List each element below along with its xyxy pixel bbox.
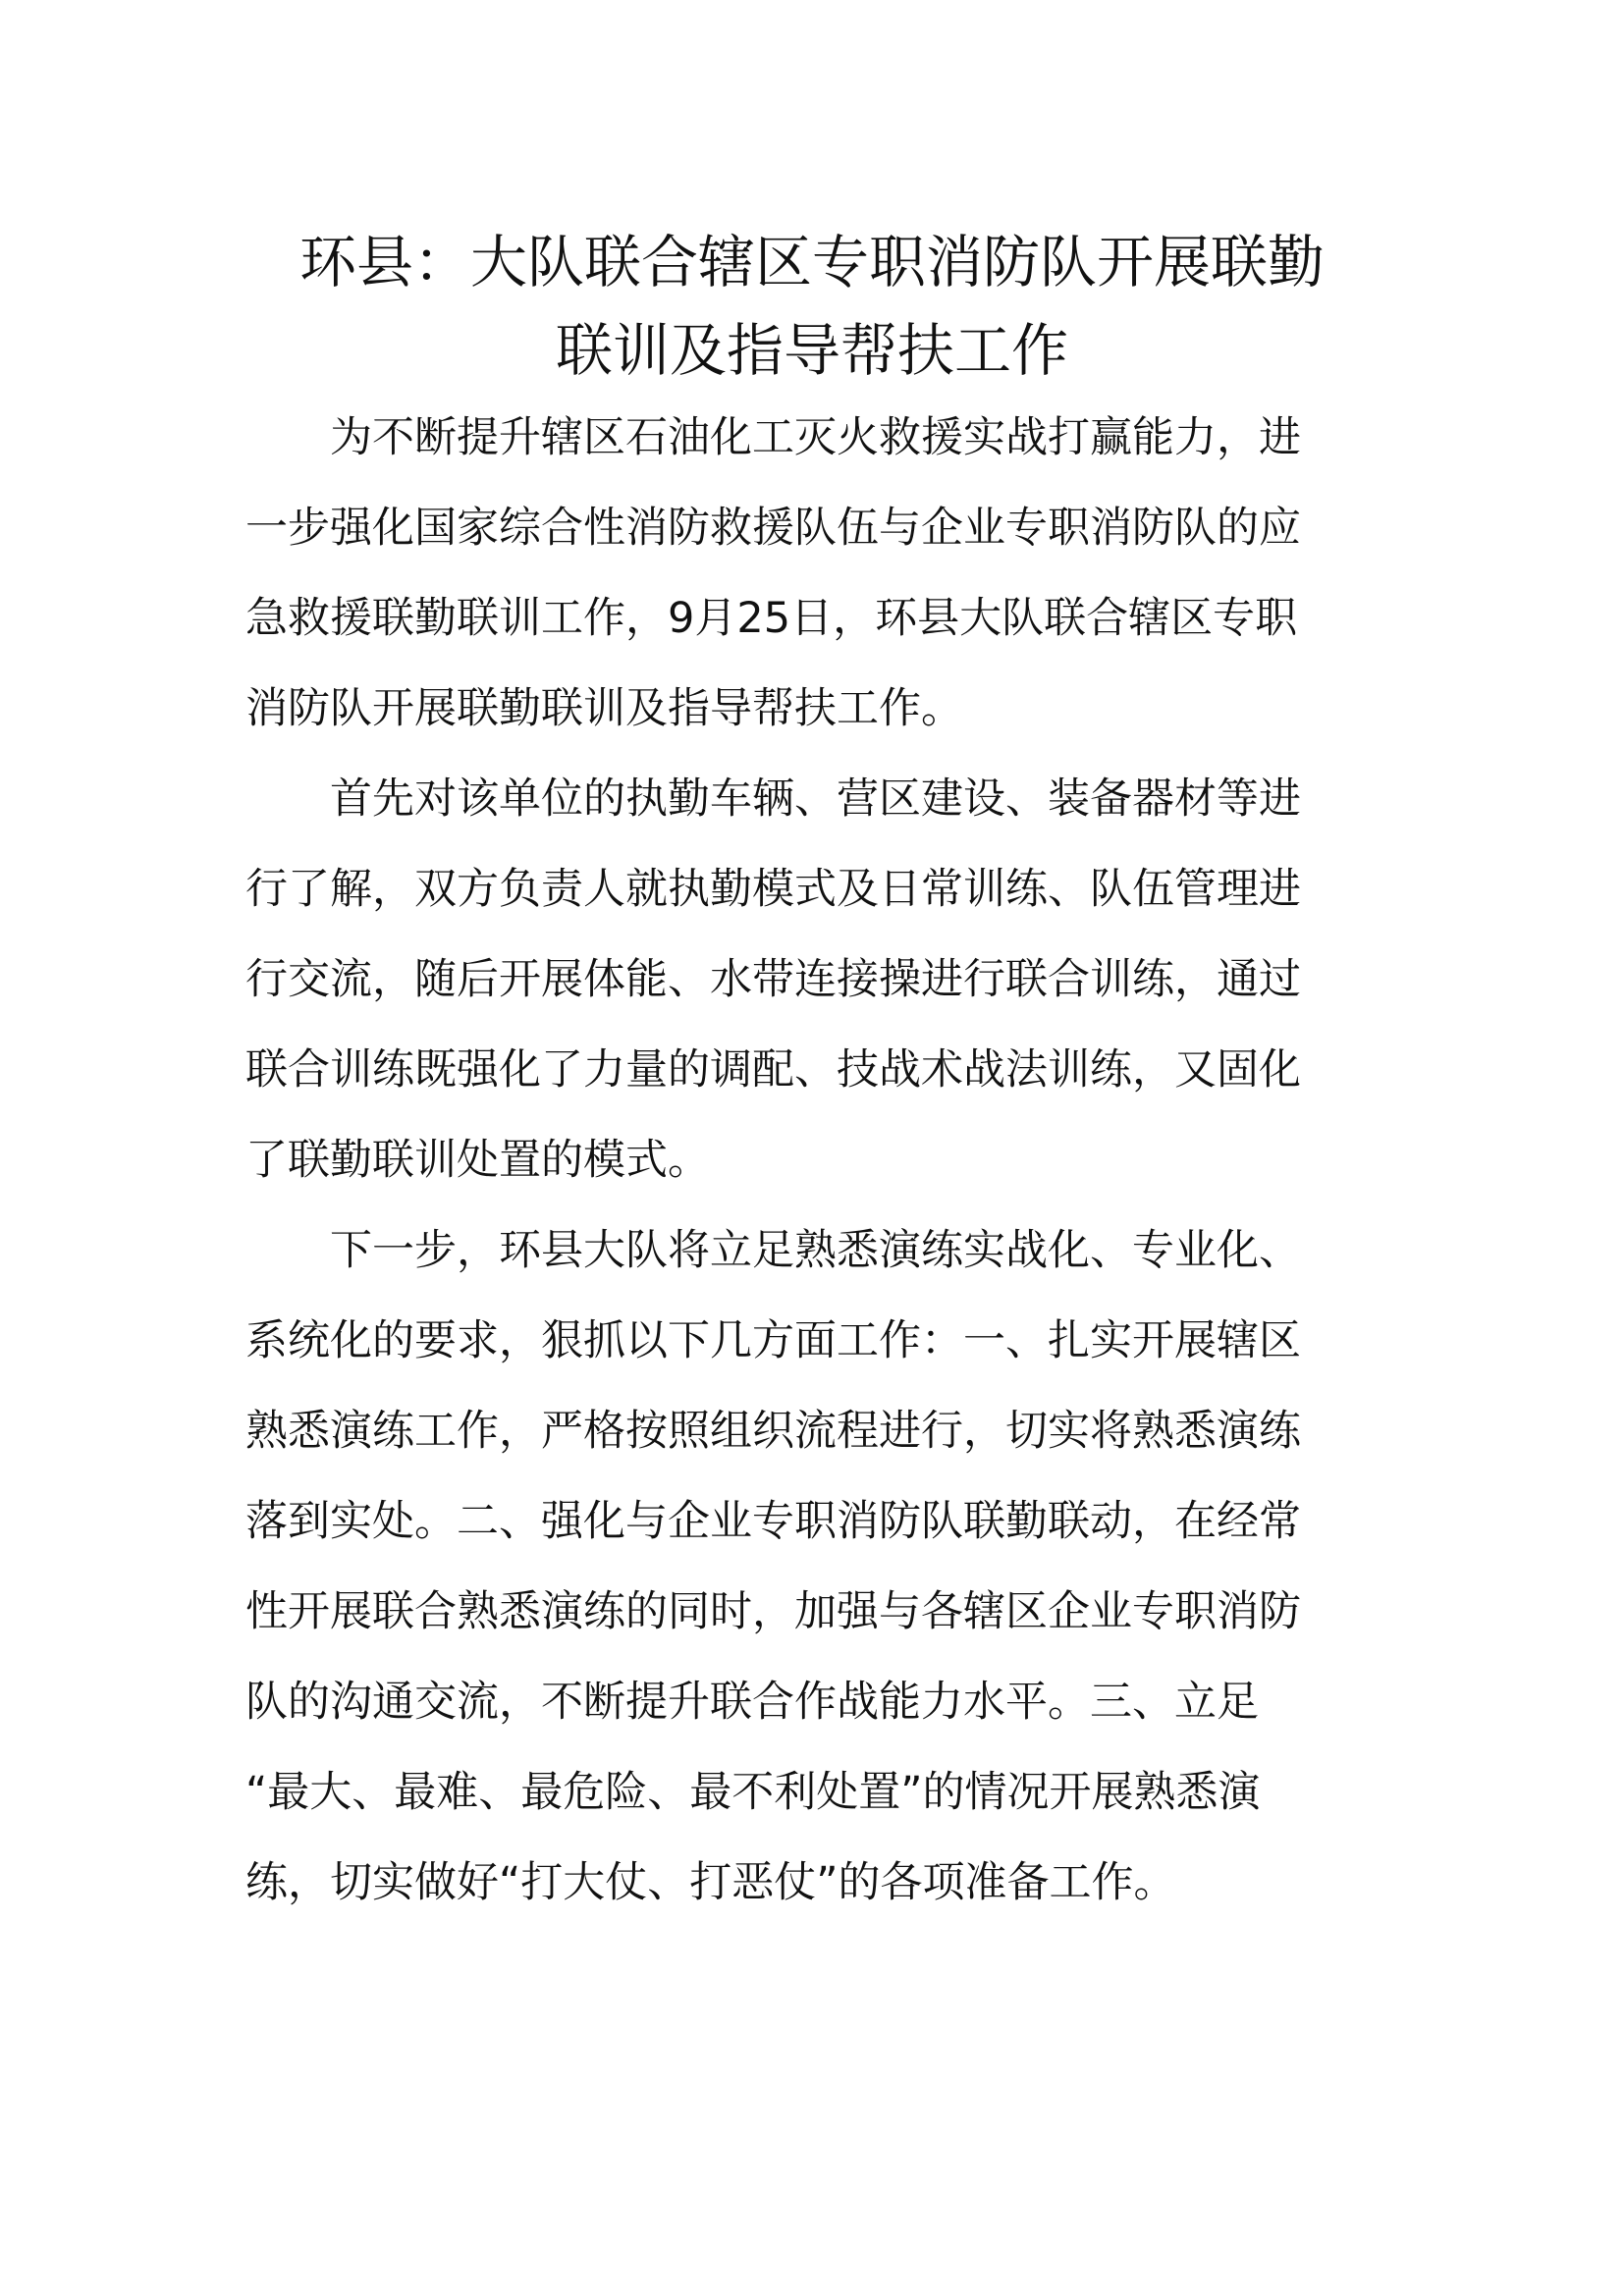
paragraph-line: 急救援联勤联训工作，9月25日，环县大队联合辖区专职 xyxy=(245,594,1298,643)
paragraph-intro xyxy=(245,393,1384,754)
document-body xyxy=(245,393,1384,1928)
paragraph-line: 性开展联合熟悉演练的同时，加强与各辖区企业专职消防 xyxy=(245,1587,1301,1636)
paragraph-line: 练，切实做好“打大仗、打恶仗”的各项准备工作。 xyxy=(245,1858,1176,1907)
title-line: 联训及指导帮扶工作 xyxy=(555,317,1068,384)
paragraph-line: 行了解，双方负责人就执勤模式及日常训练、队伍管理进 xyxy=(245,865,1301,914)
paragraph-line: 消防队开展联勤联训及指导帮扶工作。 xyxy=(245,684,963,733)
paragraph-line: 系统化的要求，狠抓以下几方面工作：一、扎实开展辖区 xyxy=(245,1316,1301,1365)
paragraph-line: 熟悉演练工作，严格按照组织流程进行，切实将熟悉演练 xyxy=(245,1407,1301,1456)
title-line: 环县：大队联合辖区专职消防队开展联勤 xyxy=(298,229,1325,295)
paragraph-line: 下一步，环县大队将立足熟悉演练实战化、专业化、 xyxy=(330,1226,1301,1275)
paragraph-line: 队的沟通交流，不断提升联合作战能力水平。三、立足 xyxy=(245,1678,1259,1727)
paragraph-activities xyxy=(245,754,1384,1205)
paragraph-line: “最大、最难、最危险、最不利处置”的情况开展熟悉演 xyxy=(245,1768,1261,1817)
paragraph-line: 行交流，随后开展体能、水带连接操进行联合训练，通过 xyxy=(245,955,1301,1004)
document-title xyxy=(245,218,1379,395)
paragraph-line: 联合训练既强化了力量的调配、技战术战法训练，又固化 xyxy=(245,1045,1301,1095)
paragraph-line: 了联勤联训处置的模式。 xyxy=(245,1136,710,1185)
paragraph-line: 为不断提升辖区石油化工灭火救援实战打赢能力，进 xyxy=(330,413,1301,462)
paragraph-next-steps xyxy=(245,1205,1384,1928)
paragraph-line: 首先对该单位的执勤车辆、营区建设、装备器材等进 xyxy=(330,774,1301,824)
paragraph-line: 一步强化国家综合性消防救援队伍与企业专职消防队的应 xyxy=(245,504,1301,553)
paragraph-line: 落到实处。二、强化与企业专职消防队联勤联动，在经常 xyxy=(245,1497,1301,1546)
